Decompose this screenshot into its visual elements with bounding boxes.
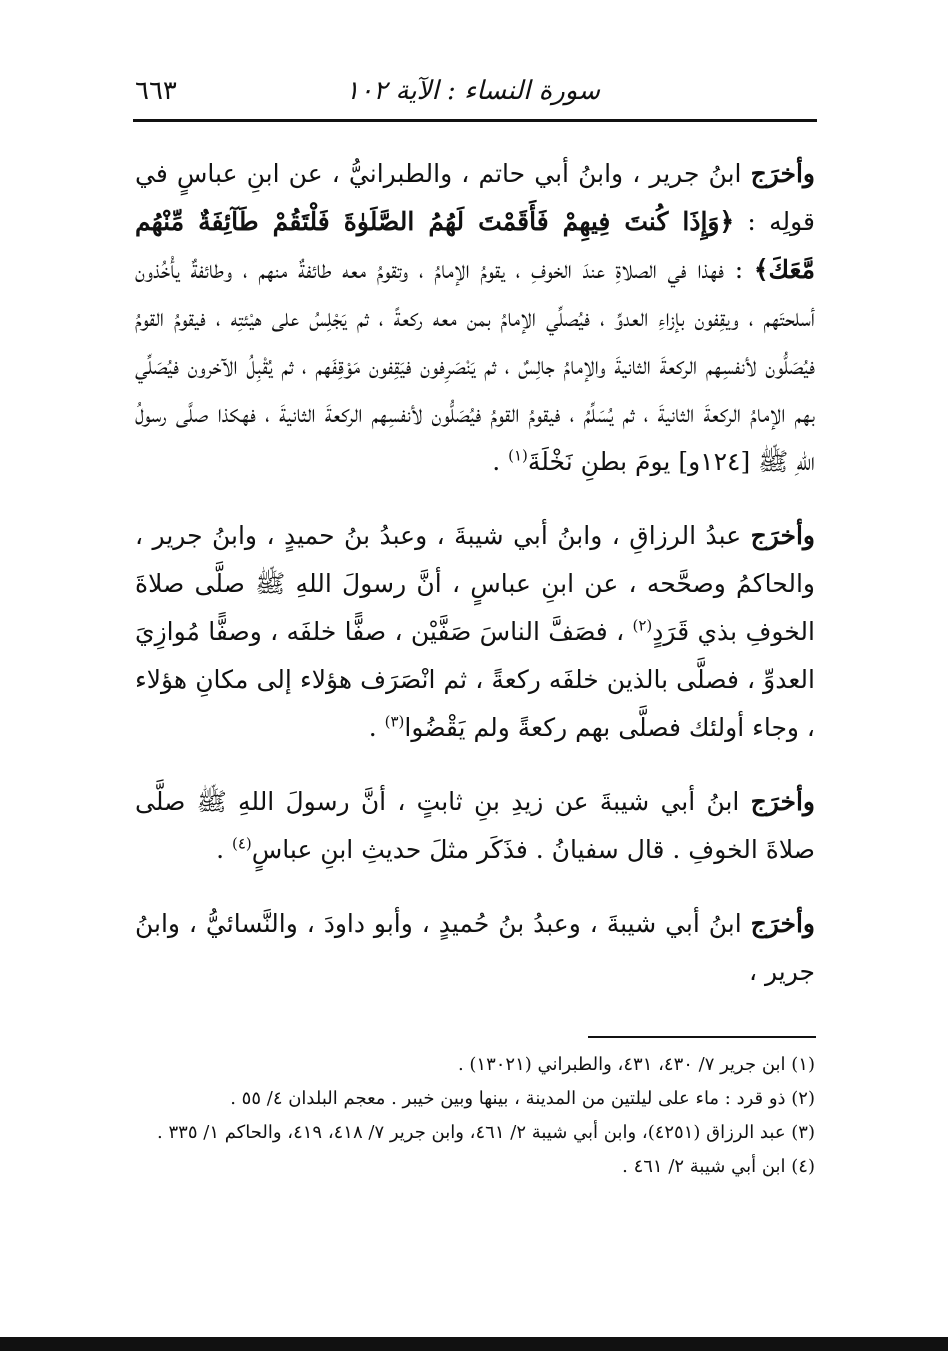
quran-verse: ﴿وَإِذَا كُنتَ فِيهِمْ فَأَقَمْتَ لَهُمُ الصَّلَوٰةَ فَلْتَقُمْ طَآئِفَةٌ مِّنْهُم مَّعَكَ﴾ xyxy=(135,207,815,284)
paragraph-4 xyxy=(135,900,815,996)
surah-title: سورة النساء : الآية ١٠٢ xyxy=(345,76,600,106)
paragraph-text: ، فصَفَّ الناسَ صَفَّيْن ، صفًّا خلفَه ، وصفًّا مُوازِيَ العدوِّ ، فصلَّى بالذين خلفَه ركعةً ، ثم انْصَرَف هؤلاء إلى مكانِ هؤلاء ، وجاء أولئك فصلَّى بهم ركعةً ولم يَقْضُوا xyxy=(135,617,815,742)
footnote-2: (٢) ذو قرد : ماء على ليلتين من المدينة ، بينها وبين خيبر . معجم البلدان ٤/ ٥٥ . xyxy=(230,1088,815,1109)
footnote-separator xyxy=(588,1036,816,1038)
footnote-ref: (٤) xyxy=(231,834,252,853)
paragraph-text: : فهذا في الصلاةِ عندَ الخوفِ ، يقومُ الإمامُ ، وتقومُ معه طائفةٌ منهم ، وطائفةٌ يأْخُذون أسلحتَهم ، ويقِفون بإزاءِ العدوِّ ، فيُصلِّي الإمامُ بمن معه ركعةً ، ثم يَجْلِسُ على هيْئتِه ، فيقومُ القومُ فيُصَلُّون لأنفسِهم الركعةَ الثانيةَ والإمامُ جالِسٌ ، ثم يَنْصَرِفون فيَقِفون مَوْقِفَهم ، ثم يُقْبِلُ الآخرون فيُصَلِّي بهم الإمامُ الركعةَ الثانيةَ ، ثم يُسَلِّمُ ، فيقومُ القومُ فيُصَلُّون لأنفسِهم الركعةَ الثانيةَ ، فهكذا صلَّى رسولُ اللهِ ﷺ [١٢٤و] يومَ بطنِ نَخْلَةَ xyxy=(135,255,815,476)
page-number: ٦٦٣ xyxy=(135,76,177,106)
paragraph-lead: وأخرَج xyxy=(750,159,815,188)
paragraph-text: ابنُ أبي شيبةَ عن زيدِ بنِ ثابتٍ ، أنَّ رسولَ اللهِ ﷺ صلَّى صلاةَ الخوفِ . قال سفيانُ . فذَكَر مثلَ حديثِ ابنِ عباسٍ xyxy=(135,787,815,864)
paragraph-3 xyxy=(135,778,815,874)
paragraph-lead: وأخرَج xyxy=(750,909,815,938)
paragraph-text: . xyxy=(216,835,232,864)
main-text xyxy=(135,150,815,996)
footnote-3: (٣) عبد الرزاق (٤٢٥١)، وابن أبي شيبة ٢/ ٤٦١، وابن جرير ٧/ ٤١٨، ٤١٩، والحاكم ١/ ٣٣٥ . xyxy=(157,1122,815,1143)
paragraph-text: ابنُ أبي شيبةَ ، وعبدُ بنُ حُميدٍ ، وأبو داودَ ، والنَّسائيُّ ، وابنُ جرير ، xyxy=(135,909,815,986)
footnote-ref: (١) xyxy=(508,446,528,465)
paragraph-lead: وأخرَج xyxy=(750,787,815,816)
paragraph-text: . xyxy=(492,447,509,476)
footnote-ref: (٢) xyxy=(632,616,653,635)
paragraph-lead: وأخرَج xyxy=(750,521,815,550)
header-rule xyxy=(133,119,817,122)
footnotes xyxy=(135,1048,815,1184)
footnote-1: (١) ابن جرير ٧/ ٤٣٠، ٤٣١، والطبراني (١٣٠٢١) . xyxy=(457,1054,815,1075)
paragraph-1 xyxy=(135,150,815,486)
footnote-4: (٤) ابن أبي شيبة ٢/ ٤٦١ . xyxy=(622,1156,815,1177)
running-header xyxy=(135,72,815,112)
footnote-ref: (٣) xyxy=(384,712,405,731)
scan-edge-bar xyxy=(0,1337,948,1351)
paragraph-text: عبدُ الرزاقِ ، وابنُ أبي شيبةَ ، وعبدُ بنُ حميدٍ ، وابنُ جرير ، والحاكمُ وصحَّحه ، عن ابنِ عباسٍ ، أنَّ رسولَ اللهِ ﷺ صلَّى صلاةَ الخوفِ بذي قَرَدٍ xyxy=(135,521,815,646)
paragraph-text: ابنُ جرير ، وابنُ أبي حاتم ، والطبرانيُّ ، عن ابنِ عباسٍ في قولِه : xyxy=(135,159,816,236)
paragraph-2 xyxy=(135,512,815,752)
paragraph-text: . xyxy=(368,713,385,742)
